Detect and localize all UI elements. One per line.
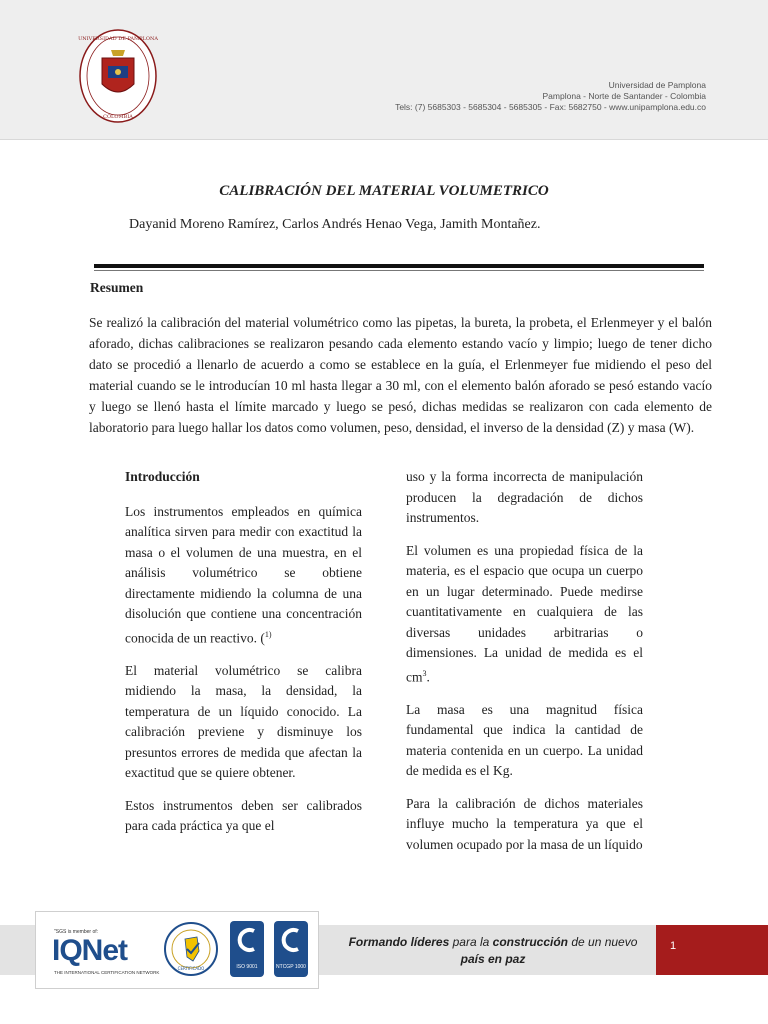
university-location: Pamplona - Norte de Santander - Colombia — [542, 91, 706, 101]
right-paragraph-3: La masa es una magnitud física fundamental que indica la cantidad de materia contenida en un cuerpo. La unidad de medida es el Kg. — [406, 701, 643, 778]
left-paragraph-1: Los instrumentos empleados en química analítica sirven para medir con exactitud la masa o el volumen de una muestra, en el análisis volumétrico se obtiene directamente midiendo la columna de una disolución que contiene una concentración conocida de un reactivo. ($^{1)}$ — [125, 503, 362, 645]
abstract-heading: Resumen — [90, 280, 144, 295]
certification-seal-icon — [163, 921, 219, 977]
title-divider-thin — [94, 270, 704, 271]
iso-9001-badge — [230, 921, 264, 977]
svg-text:UNIVERSIDAD DE PAMPLONA: UNIVERSIDAD DE PAMPLONA — [78, 36, 158, 42]
intro-heading: Introducción — [125, 469, 200, 484]
right-paragraph-4: Para la calibración de dichos materiales influye mucho la temperatura ya que el volumen ocupado por la masa de un líquido — [406, 795, 643, 852]
right-paragraph-2: El volumen es una propiedad física de la materia, es el espacio que ocupa un cuerpo en un lugar determinado. Puede medirse cuantitativamente en cualquiera de las diversas unidades arbitrarias o dimensiones. La unidad de medida es el $cm^3$. — [406, 542, 643, 684]
iqnet-tagline: THE INTERNATIONAL CERTIFICATION NETWORK — [54, 970, 160, 975]
svg-text:COLOMBIA: COLOMBIA — [103, 114, 133, 120]
left-column — [125, 467, 362, 849]
university-contact-block — [395, 80, 706, 113]
iso-badge-logo-icon — [230, 921, 264, 959]
university-name: Universidad de Pamplona — [608, 80, 706, 90]
ntcgp-badge-logo-icon — [274, 921, 308, 959]
university-contact: Tels: (7) 5685303 - 5685304 - 5685305 - Fax: 5682750 - www.unipamplona.edu.co — [395, 102, 706, 112]
left-paragraph-3: Estos instrumentos deben ser calibrados para cada práctica ya que el — [125, 797, 362, 833]
ntcgp-1000-badge — [274, 921, 308, 977]
ntcgp-badge-code: NTCGP 1000 — [276, 964, 306, 970]
document-authors: Dayanid Moreno Ramírez, Carlos Andrés Henao Vega, Jamith Montañez. — [129, 217, 541, 232]
right-column — [406, 467, 643, 867]
iqnet-logo: IQNet — [52, 934, 128, 967]
iso-badge-code: ISO 9001 — [236, 964, 258, 970]
right-paragraph-1: uso y la forma incorrecta de manipulación producen la degradación de dichos instrumentos. — [406, 469, 643, 525]
iqnet-member-text: "SGS is member of: — [54, 929, 99, 935]
abstract-text: Se realizó la calibración del material volumétrico como las pipetas, la bureta, la probeta, el Erlenmeyer y el balón aforado, dichas calibraciones se realizaron pesando cada elemento estando vacío y limpio; luego de tener dicho dato se procedió a llenarlo de acuerdo a como se establece en la guía, el Erlenmeyer fue midiendo el peso del material cuando se le introducían 10 ml hasta llegar a 30 ml, con el elemento balón aforado se pesó estando vacío y luego se llenó hasta el límite marcado y luego se pesó, dichas medidas se realizaron con cada elemento de laboratorio para luego hallar los datos como volumen, peso, densidad, el inverso de la densidad (Z) y masa (W). — [89, 315, 712, 435]
footer-slogan: Formando líderes para la construcción de un nuevo país en paz — [348, 935, 638, 966]
left-paragraph-2: El material volumétrico se calibra midiendo la masa, la densidad, la temperatura de un líquido conocido. La calibración previene y disminuye los presuntos errores de medida que afectan la exactitud que se quiere obtener. — [125, 662, 362, 780]
title-divider — [94, 264, 704, 268]
document-title: CALIBRACIÓN DEL MATERIAL VOLUMETRICO — [219, 183, 549, 199]
university-seal — [78, 28, 158, 124]
page-number: 1 — [670, 940, 677, 952]
svg-text:CERTIFICADO: CERTIFICADO — [177, 966, 205, 971]
